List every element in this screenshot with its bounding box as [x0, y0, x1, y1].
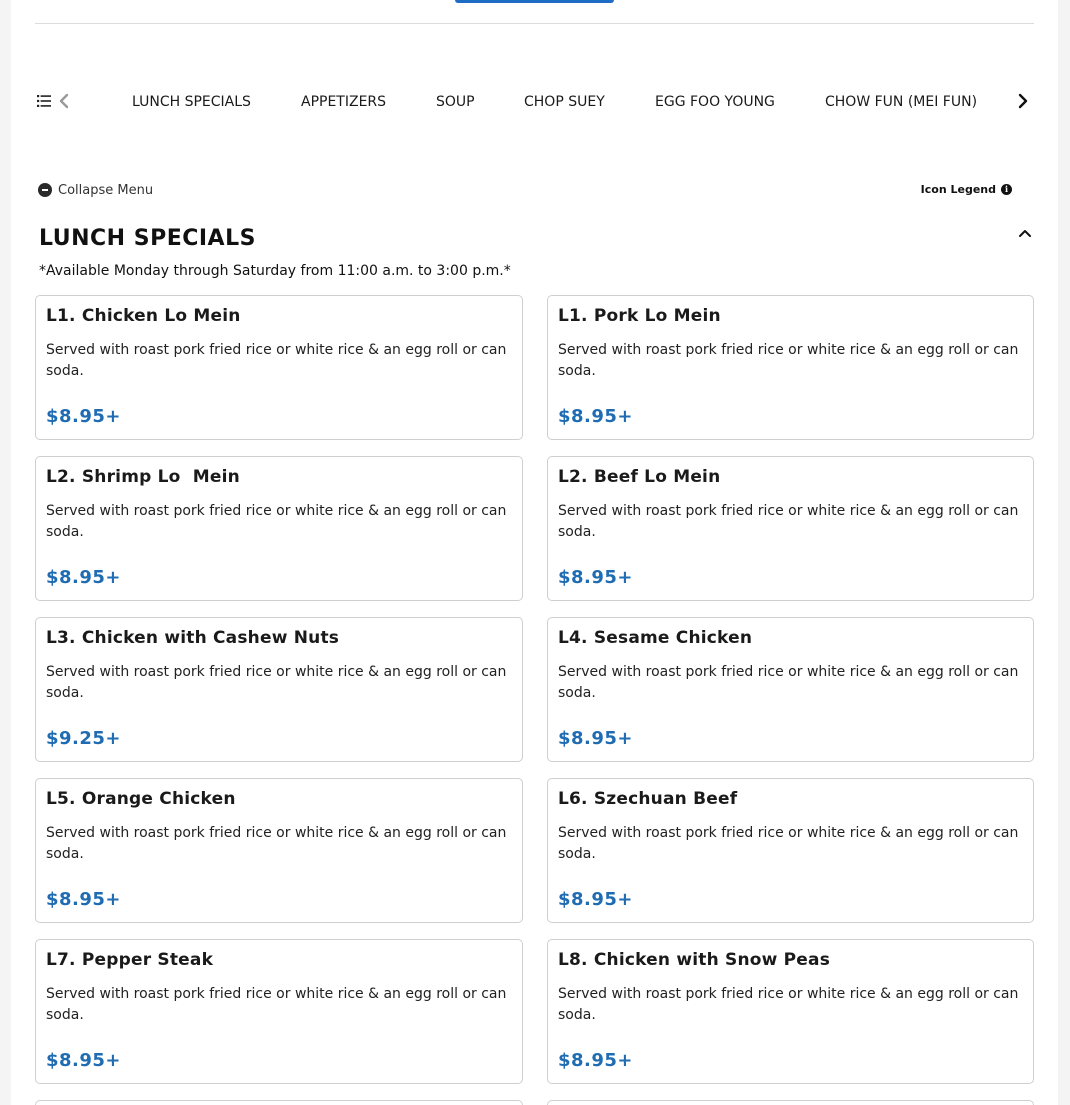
menu-item-description: Served with roast pork fried rice or white rice & an egg roll or can soda. [46, 986, 507, 1023]
menu-item-description: Served with roast pork fried rice or white rice & an egg roll or can soda. [46, 825, 507, 862]
chevron-right-icon[interactable] [1016, 93, 1030, 109]
info-icon: i [1001, 184, 1012, 195]
menu-item-price: $8.95+ [558, 889, 634, 910]
chevron-up-icon[interactable] [1017, 226, 1033, 240]
menu-item-name: L5. Orange Chicken [46, 789, 236, 809]
menu-item-card[interactable] [35, 1100, 523, 1105]
list-icon[interactable] [37, 94, 51, 108]
category-egg-foo-young[interactable]: EGG FOO YOUNG [655, 94, 775, 110]
menu-items-grid [35, 295, 1034, 1105]
menu-item-name: L2. Beef Lo Mein [558, 467, 721, 487]
menu-item-name: L1. Pork Lo Mein [558, 306, 721, 326]
menu-item-card[interactable] [35, 617, 523, 762]
active-tab-indicator [455, 0, 614, 3]
category-soup[interactable]: SOUP [436, 94, 475, 110]
menu-item-description: Served with roast pork fried rice or white rice & an egg roll or can soda. [558, 986, 1019, 1023]
menu-item-card[interactable] [35, 778, 523, 923]
menu-item-card[interactable] [547, 295, 1034, 440]
menu-item-description: Served with roast pork fried rice or white rice & an egg roll or can soda. [558, 342, 1019, 379]
menu-item-description: Served with roast pork fried rice or white rice & an egg roll or can soda. [558, 664, 1019, 701]
collapse-menu-button[interactable] [38, 180, 153, 200]
menu-item-card[interactable] [547, 456, 1034, 601]
category-nav [35, 82, 1034, 122]
menu-item-card[interactable] [35, 939, 523, 1084]
icon-legend-label: Icon Legend [920, 182, 996, 196]
menu-item-card[interactable] [547, 778, 1034, 923]
menu-item-price: $8.95+ [46, 1050, 122, 1071]
menu-item-card[interactable] [35, 295, 523, 440]
menu-item-price: $9.25+ [46, 728, 122, 749]
menu-item-card[interactable] [547, 1100, 1034, 1105]
menu-item-description: Served with roast pork fried rice or white rice & an egg roll or can soda. [46, 503, 507, 540]
section-availability-note: *Available Monday through Saturday from 11:00 a.m. to 3:00 p.m.* [39, 263, 511, 279]
menu-item-card[interactable] [547, 939, 1034, 1084]
menu-item-name: L7. Pepper Steak [46, 950, 214, 970]
menu-item-description: Served with roast pork fried rice or white rice & an egg roll or can soda. [46, 342, 507, 379]
minus-circle-icon [38, 183, 52, 197]
menu-item-card[interactable] [35, 456, 523, 601]
menu-item-price: $8.95+ [558, 567, 634, 588]
menu-item-name: L6. Szechuan Beef [558, 789, 738, 809]
category-lunch-specials[interactable]: LUNCH SPECIALS [132, 94, 251, 110]
menu-item-name: L3. Chicken with Cashew Nuts [46, 628, 340, 648]
menu-item-price: $8.95+ [558, 406, 634, 427]
menu-page [11, 0, 1058, 1105]
menu-item-price: $8.95+ [558, 728, 634, 749]
menu-item-price: $8.95+ [46, 567, 122, 588]
category-appetizers[interactable]: APPETIZERS [301, 94, 387, 110]
menu-item-name: L4. Sesame Chicken [558, 628, 753, 648]
menu-item-description: Served with roast pork fried rice or white rice & an egg roll or can soda. [46, 664, 507, 701]
menu-item-price: $8.95+ [46, 889, 122, 910]
collapse-menu-label: Collapse Menu [58, 182, 154, 198]
category-chop-suey[interactable]: CHOP SUEY [524, 94, 605, 110]
menu-item-description: Served with roast pork fried rice or white rice & an egg roll or can soda. [558, 825, 1019, 862]
icon-legend-button[interactable] [921, 180, 1012, 198]
section-title: LUNCH SPECIALS [39, 226, 256, 251]
menu-item-description: Served with roast pork fried rice or white rice & an egg roll or can soda. [558, 503, 1019, 540]
chevron-left-icon[interactable] [58, 93, 70, 109]
menu-item-price: $8.95+ [46, 406, 122, 427]
header-divider [35, 23, 1034, 24]
menu-item-name: L2. Shrimp Lo Mein [46, 467, 240, 487]
menu-item-card[interactable] [547, 617, 1034, 762]
menu-item-name: L1. Chicken Lo Mein [46, 306, 241, 326]
menu-item-name: L8. Chicken with Snow Peas [558, 950, 831, 970]
menu-item-price: $8.95+ [558, 1050, 634, 1071]
category-chow-fun[interactable]: CHOW FUN (MEI FUN) [825, 94, 978, 110]
